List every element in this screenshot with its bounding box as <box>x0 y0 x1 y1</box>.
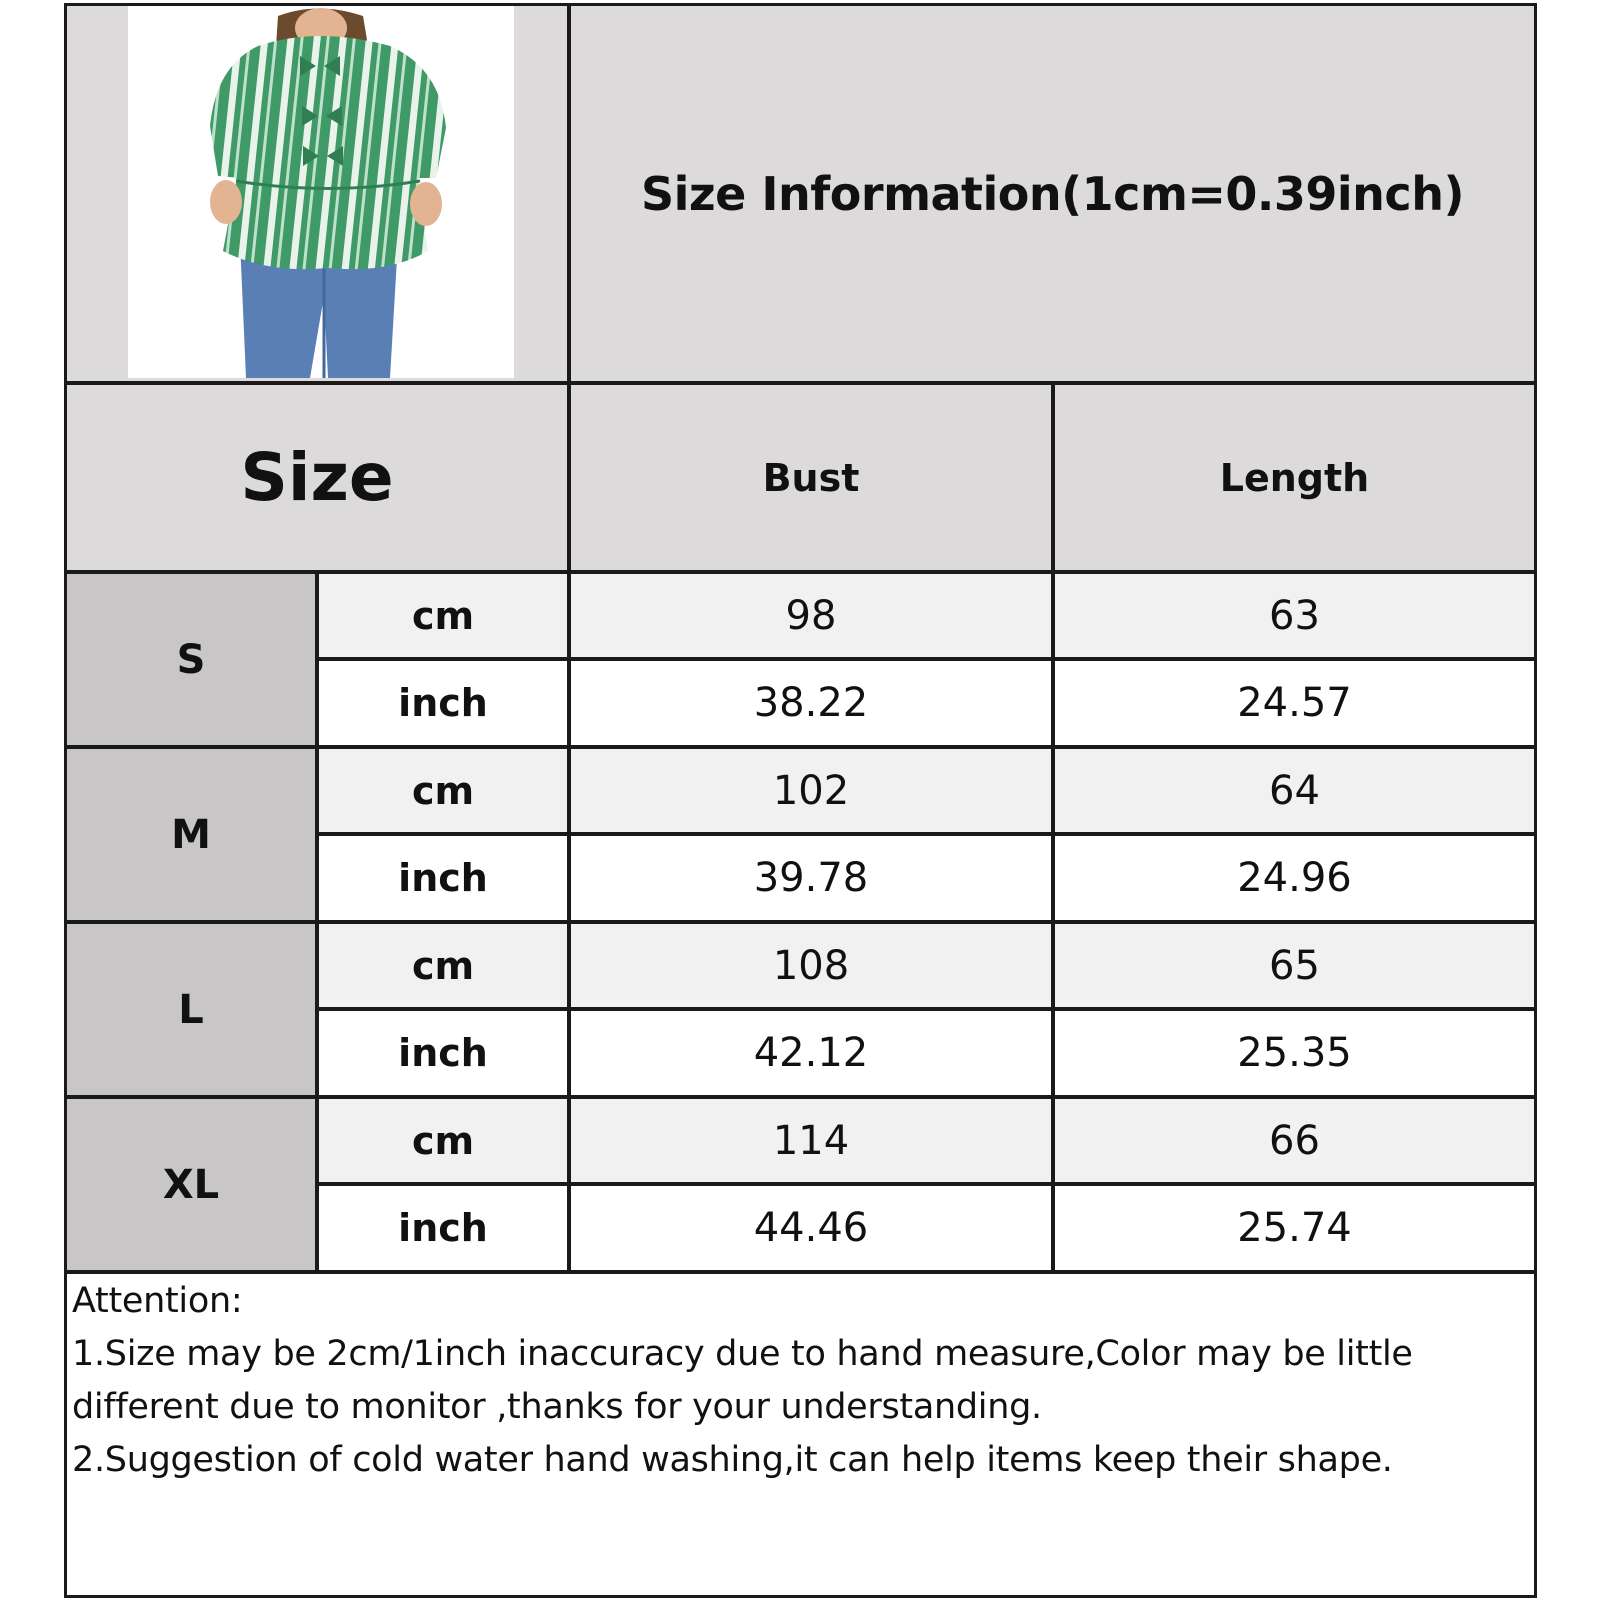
length-inch-value: 25.74 <box>1237 1205 1352 1251</box>
unit-label-inch: inch <box>398 1206 488 1250</box>
grid-divider <box>567 3 571 1274</box>
bust-inch-value: 38.22 <box>753 680 869 726</box>
unit-cell <box>319 574 567 657</box>
grid-divider <box>315 1182 1537 1186</box>
length-inch-cell <box>1055 1186 1534 1270</box>
unit-cell <box>319 1011 567 1095</box>
size-label: XL <box>162 1161 220 1208</box>
bust-cm-value: 108 <box>772 942 850 989</box>
unit-label-cm: cm <box>411 768 475 813</box>
length-inch-cell <box>1055 836 1534 920</box>
grid-divider <box>64 1095 1537 1099</box>
bust-inch-cell <box>571 1186 1051 1270</box>
unit-cell <box>319 924 567 1007</box>
length-cm-cell <box>1055 574 1534 657</box>
length-cm-value: 65 <box>1269 942 1320 989</box>
unit-label-cm: cm <box>411 943 475 988</box>
length-inch-value: 24.57 <box>1237 680 1352 726</box>
chart-title: Size Information(1cm=0.39inch) <box>641 166 1464 221</box>
length-inch-cell <box>1055 1011 1534 1095</box>
unit-cell <box>319 661 567 745</box>
grid-divider <box>64 381 1537 385</box>
bust-cm-value: 102 <box>772 767 850 814</box>
bust-inch-value: 44.46 <box>753 1205 869 1251</box>
length-cm-value: 63 <box>1269 592 1320 639</box>
title-cell <box>571 6 1534 381</box>
bust-inch-cell <box>571 836 1051 920</box>
size-label-cell <box>67 1099 315 1270</box>
grid-divider <box>64 570 1537 574</box>
length-header-cell <box>1055 385 1534 570</box>
unit-label-inch: inch <box>398 1031 488 1075</box>
unit-label-cm: cm <box>411 593 475 638</box>
grid-divider <box>315 1007 1537 1011</box>
grid-divider <box>64 920 1537 924</box>
length-cm-value: 64 <box>1269 767 1320 814</box>
size-column-header: Size <box>240 439 394 516</box>
unit-label-inch: inch <box>398 681 488 725</box>
length-cm-value: 66 <box>1269 1117 1320 1164</box>
grid-divider <box>64 1270 1537 1274</box>
size-label-cell <box>67 574 315 745</box>
unit-cell <box>319 749 567 832</box>
unit-label-cm: cm <box>411 1118 475 1163</box>
length-inch-value: 25.35 <box>1237 1030 1352 1076</box>
bust-inch-value: 42.12 <box>753 1030 869 1076</box>
attention-notes <box>72 1275 1532 1487</box>
bust-cm-cell <box>571 749 1051 832</box>
notes-heading: Attention: <box>72 1281 243 1321</box>
size-label-cell <box>67 924 315 1095</box>
unit-cell <box>319 836 567 920</box>
notes-line: 1.Size may be 2cm/1inch inaccuracy due to hand measure,Color may be little <box>72 1334 1413 1374</box>
size-label-cell <box>67 749 315 920</box>
length-cm-cell <box>1055 1099 1534 1182</box>
bust-cm-value: 98 <box>785 592 837 639</box>
bust-cm-cell <box>571 1099 1051 1182</box>
unit-label-inch: inch <box>398 856 488 900</box>
bust-column-header: Bust <box>762 455 860 500</box>
notes-line: different due to monitor ,thanks for your understanding. <box>72 1387 1042 1427</box>
size-label: S <box>176 636 206 683</box>
unit-cell <box>319 1099 567 1182</box>
size-label: L <box>178 986 204 1033</box>
grid-divider <box>315 657 1537 661</box>
notes-line: 2.Suggestion of cold water hand washing,it can help items keep their shape. <box>72 1440 1393 1480</box>
unit-cell <box>319 1186 567 1270</box>
length-cm-cell <box>1055 749 1534 832</box>
bust-inch-cell <box>571 661 1051 745</box>
bust-inch-value: 39.78 <box>753 855 869 901</box>
length-inch-cell <box>1055 661 1534 745</box>
bust-cm-cell <box>571 924 1051 1007</box>
length-column-header: Length <box>1219 455 1370 500</box>
grid-divider <box>64 745 1537 749</box>
bust-header-cell <box>571 385 1051 570</box>
product-photo <box>128 6 514 378</box>
length-cm-cell <box>1055 924 1534 1007</box>
bust-inch-cell <box>571 1011 1051 1095</box>
bust-cm-cell <box>571 574 1051 657</box>
grid-divider <box>1051 381 1055 1274</box>
size-label: M <box>171 811 211 858</box>
size-header-cell <box>67 385 567 570</box>
grid-divider <box>315 832 1537 836</box>
bust-cm-value: 114 <box>772 1117 850 1164</box>
length-inch-value: 24.96 <box>1237 855 1352 901</box>
